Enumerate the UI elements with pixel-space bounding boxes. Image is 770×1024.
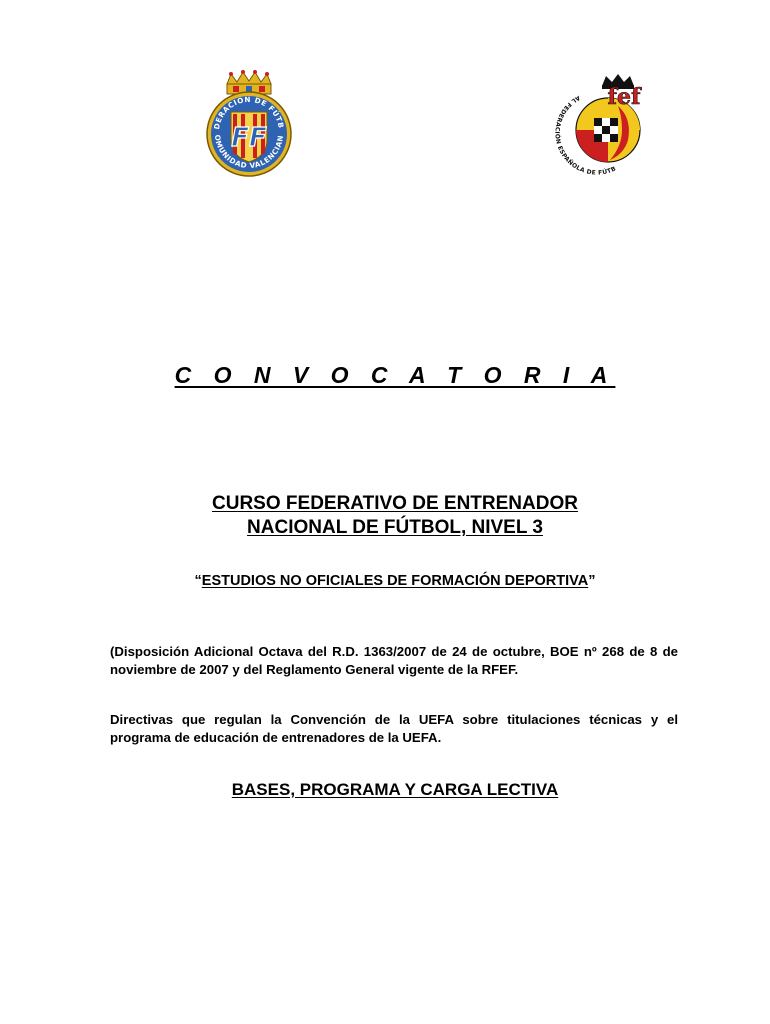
close-quote: ”: [588, 573, 596, 589]
uefa-directives-paragraph: Directivas que regulan la Convención de la UEFA sobre titulaciones técnicas y el programa de educación de entrenadores de la UEFA.: [110, 712, 678, 745]
course-line-1: CURSO FEDERATIVO DE ENTRENADOR: [212, 493, 578, 514]
course-name: [0, 492, 770, 540]
section-heading: BASES, PROGRAMA Y CARGA LECTIVA: [231, 780, 559, 799]
ffcv-ring-text-top: DERACION DE FÚTB: [212, 94, 286, 131]
ffcv-crest-icon: [197, 70, 301, 178]
studies-subtitle: [0, 573, 770, 589]
ffcv-monogram: FF: [231, 123, 267, 153]
ffcv-ring-text-bottom: OMUNIDAD VALENCIAN: [212, 134, 286, 171]
ffcv-logo: [197, 70, 301, 178]
rfef-crest-icon: [548, 70, 658, 176]
rfef-logo: [548, 70, 658, 176]
rfef-monogram: fef: [607, 84, 641, 110]
studies-text: ESTUDIOS NO OFICIALES DE FORMACIÓN DEPORTIVA: [201, 573, 589, 589]
crown-icon: [227, 70, 271, 94]
checker-pattern: [594, 118, 618, 142]
legal-disposition-paragraph: (Disposición Adicional Octava del R.D. 1363/2007 de 24 de octubre, BOE nº 268 de 8 de noviembre de 2007 y del Reglamento General vigente de la RFEF.: [110, 644, 678, 677]
open-quote: “: [194, 573, 202, 589]
course-line-2: NACIONAL DE FÚTBOL, NIVEL 3: [247, 517, 543, 538]
rfef-ring-text: AL FEDERACIÓN ESPAÑOLA DE FÚTB: [553, 93, 618, 176]
document-title: C O N V O C A T O R I A: [174, 362, 616, 388]
